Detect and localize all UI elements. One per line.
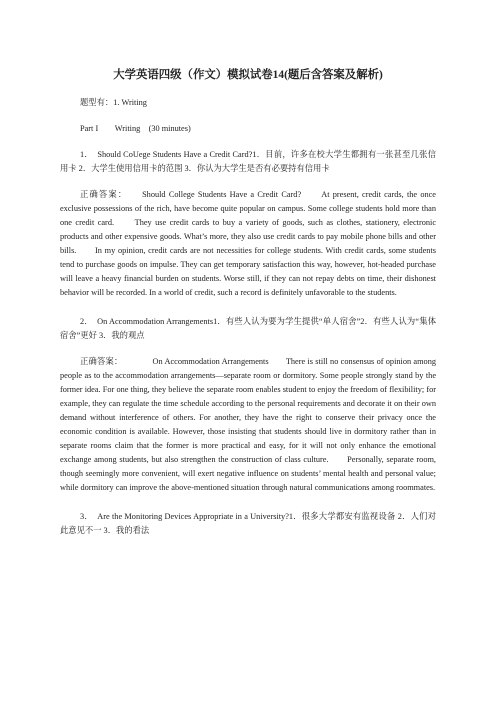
answer-1: 正确答案： Should College Students Have a Credit Card? At present, credit cards, the once exclusive possessions of the rich, have become quite popular on campus. Some college students hold more than one credit card. They use credit cards to buy a variety of goods, such as clothes, stationery, electronic products and other expensive goods. What’s more, they also use credit cards to pay mobile phone bills and other bills. In my opinion, credit cards are not necessities for college students. With credit cards, some students tend to purchase goods on impulse. They can get temporary satisfaction this way, however, hot-headed purchase will leave a heavy financial burden on students. Worse still, if they can not repay debts on time, their dishonest behavior will be recorded. In a world of credit, such a record is definitely unfavorable to the students. — [60, 190, 436, 297]
question-1: 1． Should CoUege Students Have a Credit Card?1．目前，许多在校大学生都拥有一张甚至几张信用卡 2．大学生使用信用卡的范围 3．你认为大学生是否有必要持有信用卡 — [60, 150, 436, 173]
question-2: 2． On Accommodation Arrangements1．有些人认为要为学生提供“单人宿舍”2．有些人认为“集体宿舍”更好 3．我的观点 — [60, 317, 436, 340]
question-3: 3． Are the Monitoring Devices Appropriate in a University?1．很多大学都安有监视设备 2．人们对此意见不一 3．我的看法 — [60, 512, 436, 535]
spacer — [60, 495, 436, 501]
part-heading: Part I Writing (30 minutes) — [80, 124, 191, 133]
question-type-label: 题型有：1. Writing — [80, 98, 147, 107]
spacer — [60, 300, 436, 306]
document-title: 大学英语四级（作文）模拟试卷14(题后含答案及解析) — [113, 69, 383, 81]
answer-2: 正确答案： On Accommodation Arrangements There is still no consensus of opinion among people as to the accommodation arrangements—separate room or dormitory. Some people strongly stand by the former idea. For one thing, they believe the separate room enables student to enjoy the freedom of flexibility; for example, they can regulate the time schedule according to the personal requirements and decorate it on their own demand without interference of others. For another, they have the right to conserve their privacy once the economic condition is available. However, those insisting that students should live in dormitory rather than in separate rooms claim that the former is more practical and easy, for it will not only enhance the emotional exchange among students, but also strengthen the construction of class culture. Personally, separate room, though seemingly more convenient, will exert negative influence on students’ mental health and personal value; while dormitory can improve the above-mentioned situation through natural communications among roommates. — [60, 357, 436, 492]
